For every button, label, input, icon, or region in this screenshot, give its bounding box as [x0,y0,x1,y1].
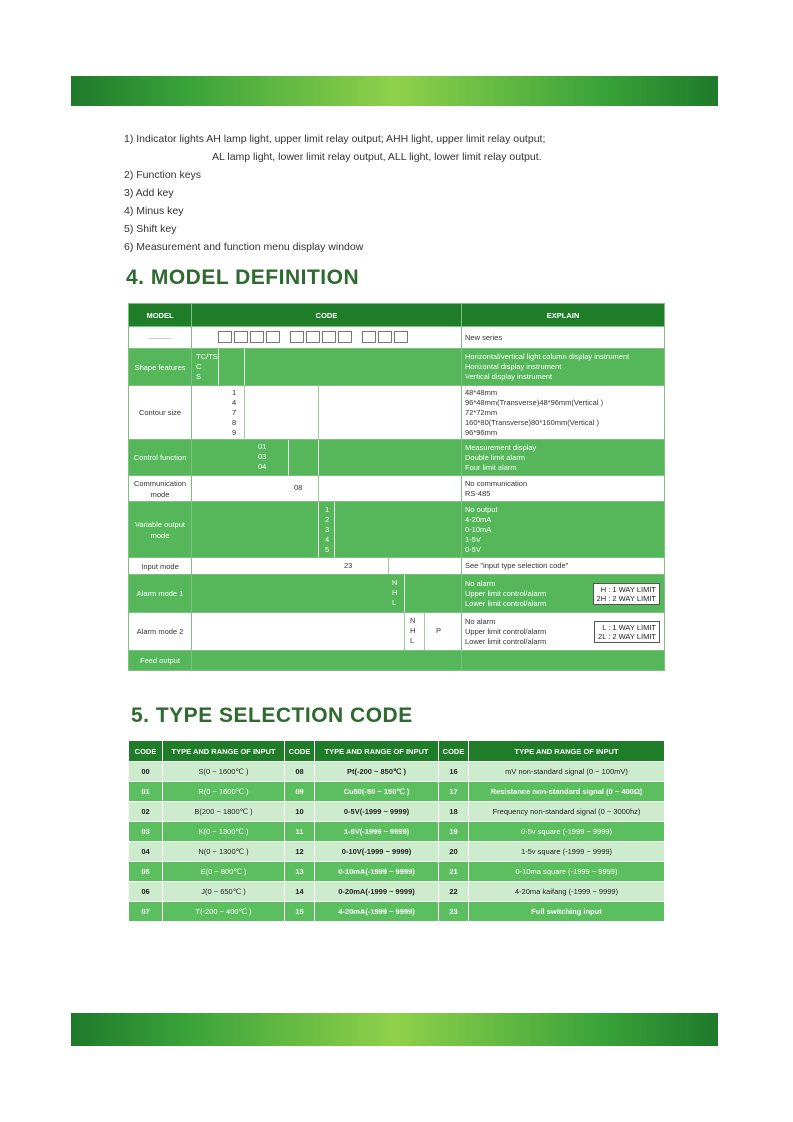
type-cell: 4-20ma kaifang (-1999 ~ 9999) [469,882,665,902]
alarm2-explain: Lower limit control/alarm [465,636,547,646]
section-heading-type: 5. TYPE SELECTION CODE [131,704,413,727]
type-cell: 4-20mA(-1999 ~ 9999) [315,902,439,922]
code-cell: 05 [129,862,163,882]
control-explain: Double limit alarm [465,452,526,462]
control-code: 04 [258,462,267,471]
intro-item: 6) Measurement and function menu display window [124,241,364,253]
contour-explain: 72*72mm [465,407,498,417]
alarm1-explain: No alarm [465,578,496,588]
alarm2-code: N [410,616,416,625]
code-cell: 15 [285,902,315,922]
code-cell: 18 [439,802,469,822]
contour-label: Contour size [129,386,192,440]
variable-code: 1 [325,505,330,514]
header-model: MODEL [129,304,192,327]
code-boxes [192,327,462,349]
table-row [129,802,665,822]
alarm1-explain: Lower limit control/alarm [465,598,547,608]
code-cell: 14 [285,882,315,902]
alarm1-explain: Upper limit control/alarm [465,588,547,598]
header-type: TYPE AND RANGE OF INPUT [163,741,285,762]
alarm2-code: H [410,626,416,635]
code-cell: 21 [439,862,469,882]
table-row [129,822,665,842]
footer-band [71,1013,718,1046]
alarm1-label: Alarm mode 1 [129,575,192,613]
table-row [129,902,665,922]
header-code: CODE [192,304,462,327]
contour-code: 4 [232,398,237,407]
variable-label: Variable output mode [129,502,192,558]
shape-explain: Horizontal/vertical light column display instrument [465,352,630,361]
comm-label: Communication mode [129,476,192,502]
shape-explain: Vertical display instrument [465,372,553,381]
alarm2-code: L [410,636,415,645]
type-cell: 1-5V(-1999 ~ 9999) [315,822,439,842]
code-cell: 11 [285,822,315,842]
variable-code: 2 [325,515,330,524]
code-cell: 19 [439,822,469,842]
type-cell: R(0 ~ 1600℃ ) [163,782,285,802]
header-code: CODE [129,741,163,762]
contour-explain: 96*48mm(Transverse)48*96mm(Vertical ) [465,397,604,407]
code-cell: 03 [129,822,163,842]
variable-explain: No output [465,504,498,514]
code-cell: 04 [129,842,163,862]
variable-explain: 4-20mA [465,514,492,524]
code-cell: 12 [285,842,315,862]
intro-item: 4) Minus key [124,205,184,217]
intro-item: 1) Indicator lights AH lamp light, upper limit relay output; AHH light, upper limit relay output; [124,133,546,145]
alarm2-explain: No alarm [465,616,496,626]
variable-code: 5 [325,545,330,554]
code-cell: 13 [285,862,315,882]
intro-item: 2) Function keys [124,169,202,181]
variable-code: 3 [325,525,330,534]
header-type: TYPE AND RANGE OF INPUT [469,741,665,762]
contour-code: 9 [232,428,237,437]
code-cell: 23 [439,902,469,922]
contour-explain: 48*48mm [465,387,498,397]
header-code: CODE [439,741,469,762]
code-cell: 00 [129,762,163,782]
header-type: TYPE AND RANGE OF INPUT [315,741,439,762]
header-band [71,76,718,106]
intro-item: 3) Add key [124,187,174,199]
intro-list [124,130,684,256]
type-cell: N(0 ~ 1300℃ ) [163,842,285,862]
shape-label: Shape features [129,349,192,386]
contour-code: 1 [232,388,237,397]
variable-code: 4 [325,535,330,544]
series-label: ——— [129,327,192,349]
type-cell: 1-5v square (-1999 ~ 9999) [469,842,665,862]
type-cell: mV non-standard signal (0 ~ 100mV) [469,762,665,782]
alarm2-extra-code: P [436,626,442,635]
control-code: 03 [258,452,267,461]
code-cell: 20 [439,842,469,862]
limit-text: 2H : 2 WAY LIMIT [596,594,656,603]
limit-text: H : 1 WAY LIMIT [600,585,656,594]
code-cell: 02 [129,802,163,822]
contour-code: 8 [232,418,237,427]
type-cell: Frequency non-standard signal (0 ~ 3000hz) [469,802,665,822]
code-cell: 09 [285,782,315,802]
table-row [129,882,665,902]
code-cell: 10 [285,802,315,822]
type-cell: Cu50(-50 ~ 150℃ ) [315,782,439,802]
table-row [129,762,665,782]
type-cell: K(0 ~ 1300℃ ) [163,822,285,842]
type-cell: Full switching input [469,902,665,922]
alarm1-code: N [392,578,398,587]
code-cell: 07 [129,902,163,922]
table-row [129,862,665,882]
intro-item: 5) Shift key [124,223,177,235]
comm-code: 08 [294,483,303,492]
type-cell: 0-10ma square (-1999 ~ 9999) [469,862,665,882]
code-cell: 01 [129,782,163,802]
type-selection-table [128,740,665,922]
variable-explain: 0-5V [465,544,481,554]
section-heading-model: 4. MODEL DEFINITION [126,266,360,289]
type-cell: 0-5V(-1999 ~ 9999) [315,802,439,822]
contour-explain: 160*80(Transverse)80*160mm(Vertical ) [465,417,599,427]
shape-explain: Horizontal display instrument [465,362,562,371]
type-cell: Pt(-200 ~ 850℃ ) [315,762,439,782]
type-cell: 0-5v square (-1999 ~ 9999) [469,822,665,842]
alarm2-label: Alarm mode 2 [129,613,192,651]
table-row [129,782,665,802]
variable-explain: 0-10mA [465,524,492,534]
type-cell: J(0 ~ 650℃ ) [163,882,285,902]
alarm1-code: H [392,588,398,597]
shape-code: TC/TS [196,352,218,361]
control-explain: Measurement display [465,442,537,452]
code-cell: 16 [439,762,469,782]
type-cell: T(-200 ~ 400℃ ) [163,902,285,922]
limit-text: 2L : 2 WAY LIMIT [598,632,656,641]
type-cell: 0-10mA(-1999 ~ 9999) [315,862,439,882]
contour-explain: 96*96mm [465,427,498,437]
alarm2-limit-box [594,621,660,643]
input-label: Input mode [129,558,192,575]
control-explain: Four limit alarm [465,462,517,472]
intro-item: AL lamp light, lower limit relay output, ALL light, lower limit relay output. [212,151,542,163]
type-cell: E(0 ~ 800℃ ) [163,862,285,882]
control-label: Control function [129,440,192,476]
header-code: CODE [285,741,315,762]
input-code: 23 [344,561,353,570]
type-cell: Resistance non-standard signal (0 ~ 400Ω) [469,782,665,802]
variable-explain: 1-5V [465,534,481,544]
type-cell: 0-10V(-1999 ~ 9999) [315,842,439,862]
code-cell: 06 [129,882,163,902]
header-explain: EXPLAIN [462,304,665,327]
type-cell: B(200 ~ 1800℃ ) [163,802,285,822]
control-code: 01 [258,442,267,451]
table-row [129,842,665,862]
limit-text: L : 1 WAY LIMIT [602,623,656,632]
code-cell: 17 [439,782,469,802]
alarm1-limit-box [593,583,660,605]
model-definition-table [128,303,665,671]
type-cell: 0-20mA(-1999 ~ 9999) [315,882,439,902]
feed-label: Feed output [129,651,192,671]
comm-explain: RS-485 [465,488,491,498]
code-cell: 08 [285,762,315,782]
type-cell: S(0 ~ 1600℃ ) [163,762,285,782]
contour-code: 7 [232,408,237,417]
code-cell: 22 [439,882,469,902]
alarm1-code: L [392,598,397,607]
series-explain: New series [462,327,665,349]
comm-explain: No communication [465,478,528,488]
shape-code: C [196,362,202,371]
alarm2-explain: Upper limit control/alarm [465,626,547,636]
input-explain: See "input type selection code" [462,558,665,575]
shape-code: S [196,372,202,381]
